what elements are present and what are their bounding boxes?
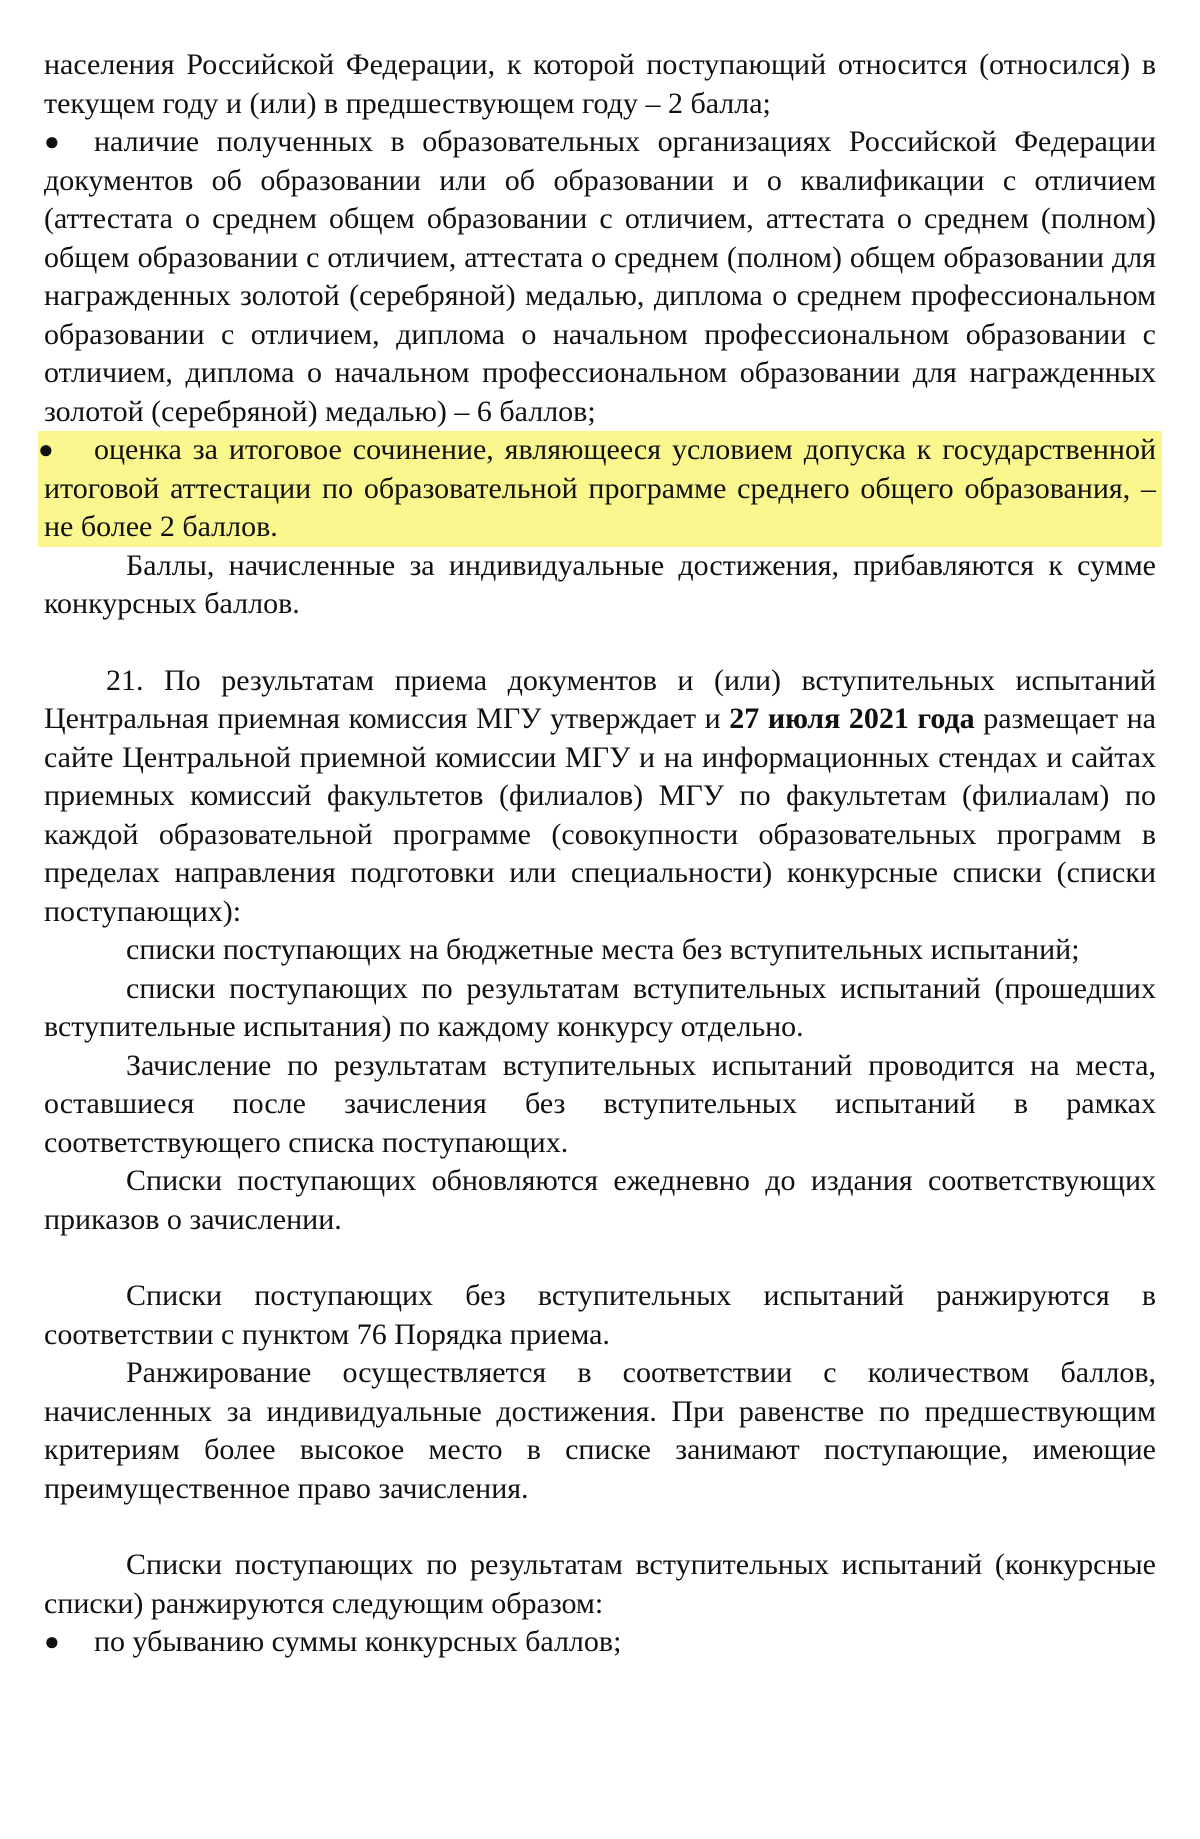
paragraph-points-added: Баллы, начисленные за индивидуальные достижения, прибавляются к сумме конкурсных баллов. xyxy=(44,548,1156,620)
item-21-date: 27 июля 2021 года xyxy=(729,702,975,735)
paragraph-budget-lists: списки поступающих на бюджетные места без вступительных испытаний; xyxy=(126,933,1080,966)
bullet-text-essay: оценка за итоговое сочинение, являющееся условием допуска к государственной итоговой аттестации по образовательной программе среднего общего образования, – не более 2 баллов. xyxy=(44,433,1156,543)
bullet-icon: ● xyxy=(44,127,60,156)
paragraph-enrollment: Зачисление по результатам вступительных испытаний проводится на места, оставшиеся после зачисления без вступительных испытаний в рамках соответствующего списка поступающих. xyxy=(44,1048,1156,1159)
bullet-text-sum-scores: по убыванию суммы конкурсных баллов; xyxy=(94,1625,622,1658)
paragraph-ranking-no-exams: Списки поступающих без вступительных испытаний ранжируются в соответствии с пунктом 76 Порядка приема. xyxy=(44,1279,1156,1351)
item-21-text-end: размещает на сайте Центральной приемной комиссии МГУ и на информационных стендах и сайтах приемных комиссий факультетов (филиалов) МГУ по факультетам (филиалам) по каждой образовательной программе (совокупности образовательных программ в пределах направления подготовки или специальности) конкурсные списки (списки поступающих): xyxy=(44,702,1156,928)
paragraph-item-21 xyxy=(44,662,1156,932)
paragraph-ranking-exams: Списки поступающих по результатам вступительных испытаний (конкурсные списки) ранжируются следующим образом: xyxy=(44,1548,1156,1620)
bullet-icon: ● xyxy=(44,1627,60,1656)
item-21-text-start: 21. По результатам приема документов и (или) вступительных испытаний Центральная приемная комиссия МГУ утверждает и xyxy=(44,663,1156,735)
paragraph-exam-lists: списки поступающих по результатам вступительных испытаний (прошедших вступительные испытания) по каждому конкурсу отдельно. xyxy=(44,971,1156,1043)
bullet-text-diploma: наличие полученных в образовательных организациях Российской Федерации документов об образовании или об образовании и о квалификации с отличием (аттестата о среднем общем образовании с отличием, аттестата о среднем (полном) общем образовании с отличием, аттестата о среднем (полном) общем образовании для награжденных золотой (серебряной) медалью, диплома о среднем профессиональном образовании с отличием, диплома о начальном профессиональном образовании с отличием, диплома о начальном профессиональном образовании для награжденных золотой (серебряной) медалью) – 6 баллов; xyxy=(44,125,1156,428)
bullet-item-diploma xyxy=(44,123,1156,431)
paragraph-lists-updated: Списки поступающих обновляются ежедневно до издания соответствующих приказов о зачислении. xyxy=(44,1164,1156,1236)
bullet-item-sum-scores xyxy=(44,1623,1156,1662)
bullet-icon: ● xyxy=(38,435,54,464)
paragraph-ranking-achievements: Ранжирование осуществляется в соответствии с количеством баллов, начисленных за индивидуальные достижения. При равенстве по предшествующим критериям более высокое место в списке занимают поступающие, имеющие преимущественное право зачисления. xyxy=(44,1356,1156,1505)
bullet-item-essay-highlighted xyxy=(38,431,1162,547)
paragraph-continuation: населения Российской Федерации, к которой поступающий относится (относился) в текущем году и (или) в предшествующем году – 2 балла; xyxy=(44,48,1156,120)
